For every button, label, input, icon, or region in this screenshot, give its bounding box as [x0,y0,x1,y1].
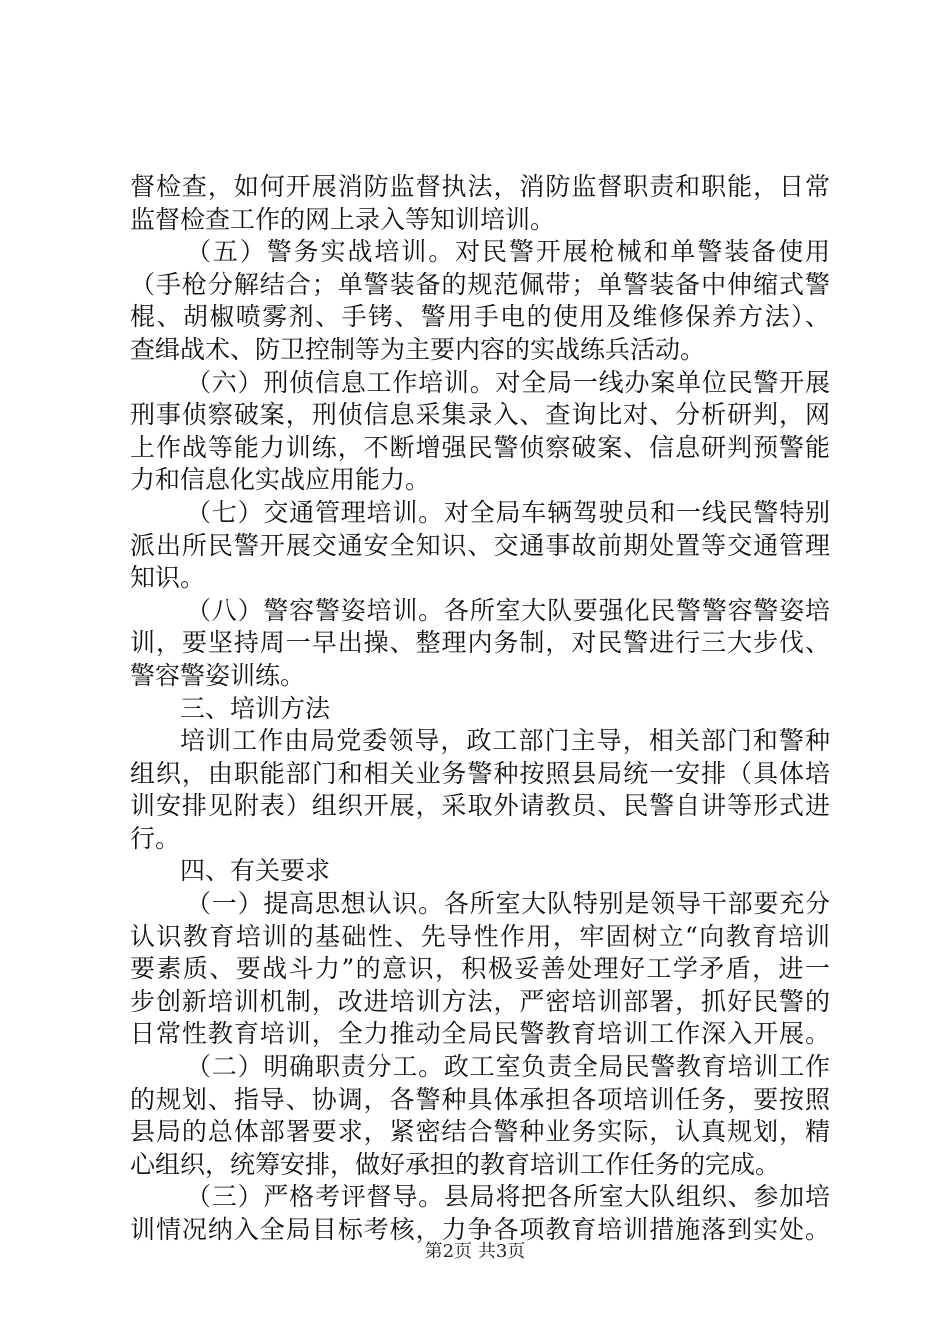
text-line: 督检查，如何开展消防监督执法，消防监督职责和职能，日常 [130,172,830,201]
text-line: 警容警姿训练。 [130,660,306,690]
text-line: 训情况纳入全局目标考核，力争各项教育培训措施落到实处。 [130,1215,830,1244]
text-line: 的规划、指导、协调，各警种具体承担各项培训任务，要按照 [130,1084,830,1114]
text-line: 县局的总体部署要求，紧密结合警种业务实际，认真规划，精 [130,1117,830,1147]
text-line: 认识教育培训的基础性、先导性作用，牢固树立“向教育培训 [130,921,830,951]
text-line: （二）明确职责分工。政工室负责全局民警教育培训工作 [186,1052,830,1082]
text-line: 组织，由职能部门和相关业务警种按照县局统一安排（具体培 [130,758,830,788]
page-footer: 第2页 共3页 [424,1241,526,1262]
text-line: 要素质、要战斗力”的意识，积极妥善处理好工学矛盾，进一 [130,954,830,984]
text-line: （七）交通管理培训。对全局车辆驾驶员和一线民警特别 [186,497,830,527]
text-line: 三、培训方法 [180,693,331,723]
text-line: （八）警容警姿培训。各所室大队要强化民警警容警姿培 [186,595,830,625]
text-line: 四、有关要求 [180,856,331,886]
text-line: 棍、胡椒喷雾剂、手铐、警用手电的使用及维修保养方法）、 [130,302,830,332]
text-line: 训，要坚持周一早出操、整理内务制，对民警进行三大步伐、 [130,628,830,658]
text-line: 心组织，统筹安排，做好承担的教育培训工作任务的完成。 [130,1149,781,1179]
text-line: 步创新培训机制，改进培训方法，严密培训部署，抓好民警的 [130,986,830,1016]
text-line: 训安排见附表）组织开展，采取外请教员、民警自讲等形式进 [130,791,830,821]
text-line: 上作战等能力训练，不断增强民警侦察破案、信息研判预警能 [130,432,830,462]
text-line: （手枪分解结合；单警装备的规范佩带；单警装备中伸缩式警 [130,269,830,299]
text-line: 行。 [130,823,181,853]
document-body [130,171,830,1247]
text-line: （六）刑侦信息工作培训。对全局一线办案单位民警开展 [186,367,830,397]
text-line: （三）严格考评督导。县局将把各所室大队组织、参加培 [186,1182,830,1212]
text-line: 培训工作由局党委领导，政工部门主导，相关部门和警种 [180,726,830,756]
text-line: 监督检查工作的网上录入等知训培训。 [130,204,556,234]
text-line: 知识。 [130,563,206,593]
text-line: 派出所民警开展交通安全知识、交通事故前期处置等交通管理 [130,530,830,560]
text-line: 刑事侦察破案，刑侦信息采集录入、查询比对、分析研判，网 [130,400,830,430]
text-line: （五）警务实战培训。对民警开展枪械和单警装备使用 [186,237,830,267]
text-line: 查缉战术、防卫控制等为主要内容的实战练兵活动。 [130,334,706,364]
text-line: 日常性教育培训，全力推动全局民警教育培训工作深入开展。 [130,1019,830,1049]
text-line: 力和信息化实战应用能力。 [130,465,431,495]
text-line: （一）提高思想认识。各所室大队特别是领导干部要充分 [186,889,830,919]
